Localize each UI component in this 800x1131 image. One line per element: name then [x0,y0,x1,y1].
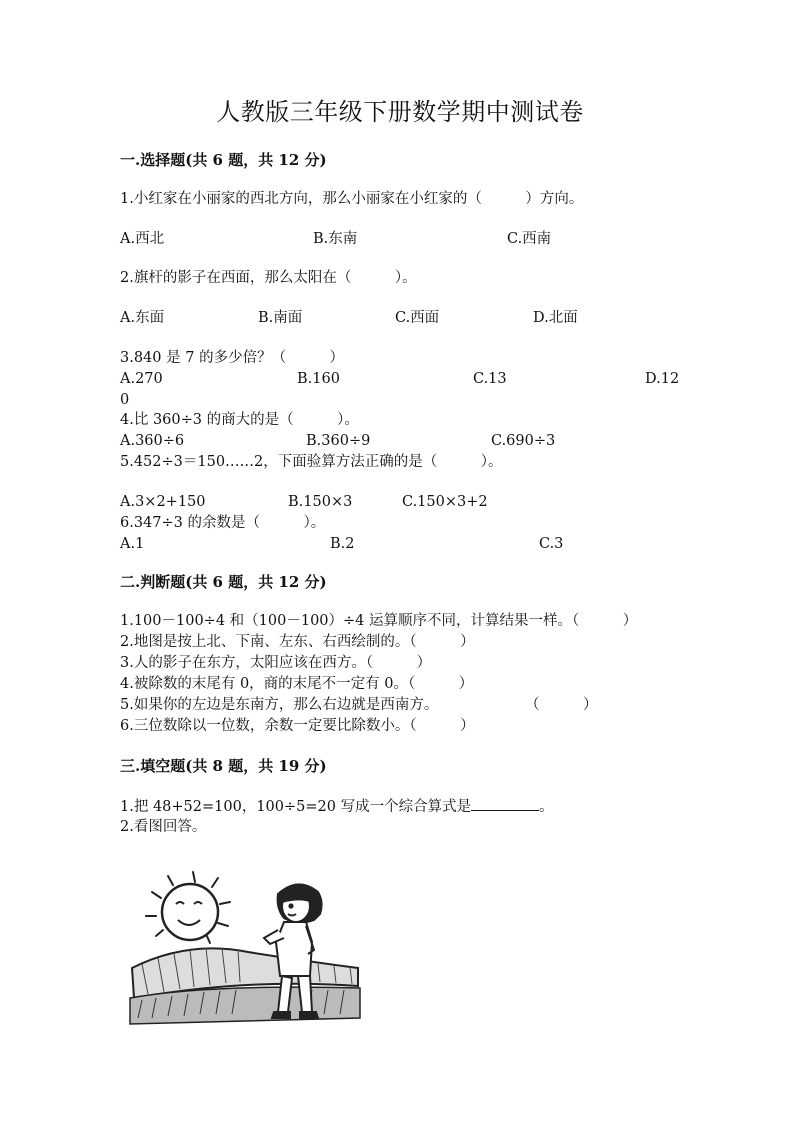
option-d: D.12 [645,371,680,387]
answer-bracket: （ ） [525,697,598,713]
option-c: C.西南 [507,231,552,247]
option-b: B.360÷9 [306,433,371,449]
judge-item: 4.被除数的末尾有 0，商的末尾不一定有 0。（ ） [120,676,474,692]
fill-question-text: 1.把 48+52=100，100÷5=20 写成一个综合算式是 [120,799,472,815]
option-a: A.1 [120,536,145,552]
answer-blank[interactable] [471,796,539,811]
sun-and-boy-illustration [128,868,364,1028]
question-text: 2.旗杆的影子在西面，那么太阳在（ ）。 [120,270,417,286]
judge-item: 5.如果你的左边是东南方，那么右边就是西南方。 [120,697,439,713]
option-a: A.270 [120,371,163,387]
option-a: A.360÷6 [120,433,185,449]
page-title: 人教版三年级下册数学期中测试卷 [216,98,584,126]
judge-item: 3.人的影子在东方，太阳应该在西方。（ ） [120,655,432,671]
section-heading-choice: 一.选择题(共 6 题，共 12 分) [120,151,327,169]
option-b: B.160 [297,371,340,387]
question-text: 1.小红家在小丽家的西北方向，那么小丽家在小红家的（ ）方向。 [120,191,584,207]
option-c: C.13 [473,371,507,387]
question-text: 6.347÷3 的余数是（ ）。 [120,515,326,531]
option-b: B.2 [330,536,355,552]
question-text: 4.比 360÷3 的商大的是（ ）。 [120,412,359,428]
fill-question-1 [120,796,554,817]
option-d: D.北面 [533,310,578,326]
option-c: C.3 [539,536,564,552]
fill-question-2: 2.看图回答。 [120,819,207,835]
option-b: B.东南 [313,231,358,247]
option-c: C.150×3+2 [402,494,488,510]
question-text: 3.840 是 7 的多少倍？（ ） [120,350,345,366]
option-b: B.南面 [258,310,303,326]
option-c: C.690÷3 [491,433,556,449]
question-text: 5.452÷3＝150……2，下面验算方法正确的是（ ）。 [120,454,503,470]
option-a: A.3×2+150 [120,494,206,510]
option-a: A.东面 [120,310,165,326]
option-c: C.西面 [395,310,440,326]
judge-item: 6.三位数除以一位数，余数一定要比除数小。（ ） [120,718,475,734]
option-a: A.西北 [120,231,165,247]
section-heading-judge: 二.判断题(共 6 题，共 12 分) [120,573,327,591]
sun-face [162,884,218,940]
judge-item: 2.地图是按上北、下南、左东、右西绘制的。（ ） [120,634,475,650]
option-d-wrap: 0 [120,392,130,408]
judge-item: 1.100－100÷4 和（100－100）÷4 运算顺序不同，计算结果一样。（ ） [120,613,638,629]
option-b: B.150×3 [288,494,353,510]
fill-question-end: 。 [539,799,554,815]
section-heading-fill: 三.填空题(共 8 题，共 19 分) [120,757,327,775]
